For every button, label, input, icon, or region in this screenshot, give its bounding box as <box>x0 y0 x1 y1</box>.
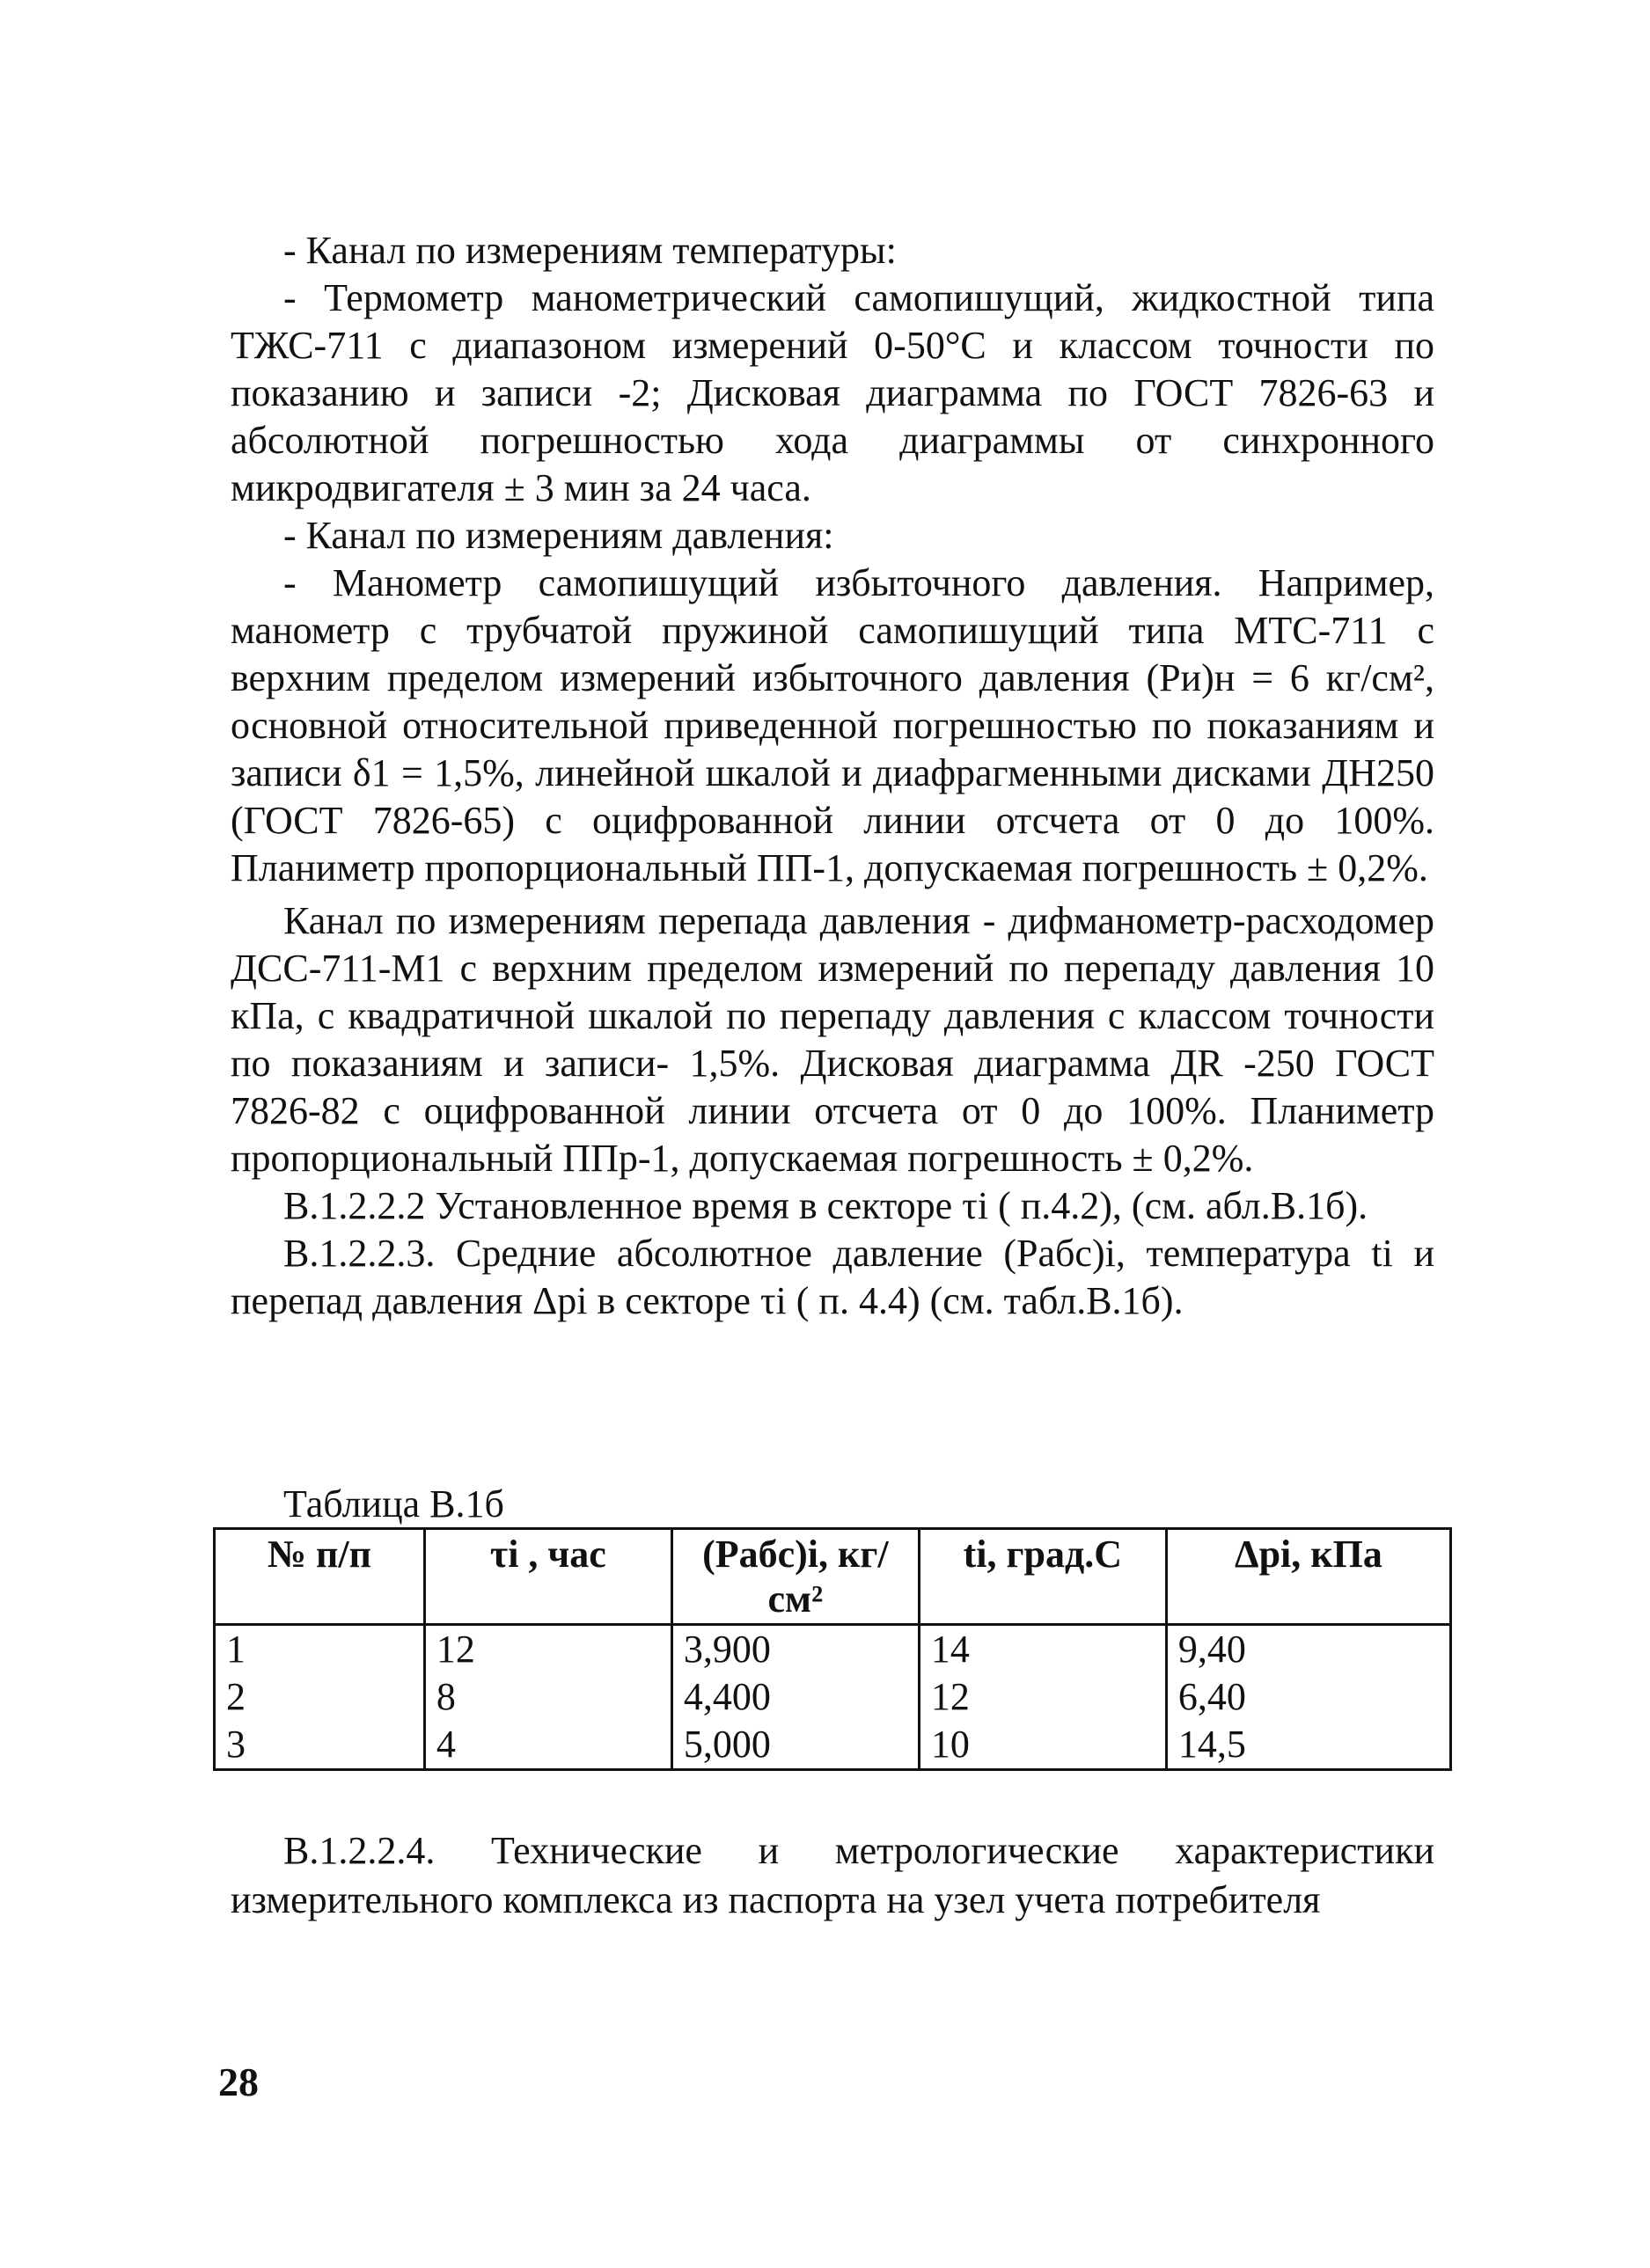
header-time: τi , час <box>424 1529 671 1625</box>
table-cell: 10 <box>919 1721 1166 1770</box>
table-cell: 9,40 <box>1166 1625 1450 1674</box>
paragraph-manometer: - Манометр самопишущий избыточного давления. Например, манометр с трубчатой пружиной самопишущий типа МТС-711 с верхним пределом измерений избыточного давления (Pи)н = 6 кг/см², основной относительной приведенной погрешностью по показаниям и записи δ1 = 1,5%, линейной шкалой и диафрагменными дисками ДН250 (ГОСТ 7826-65) с оцифрованной линии отсчета от 0 до 100%. Планиметр пропорциональный ПП-1, допускаемая погрешность ± 0,2%. <box>231 561 1434 889</box>
table-cell: 4,400 <box>671 1673 919 1721</box>
body-text <box>231 227 1434 1325</box>
table-cell: 1 <box>215 1625 425 1674</box>
table-cell: 5,000 <box>671 1721 919 1770</box>
table-header-row <box>215 1529 1451 1625</box>
table-cell: 3,900 <box>671 1625 919 1674</box>
table-cell: 12 <box>424 1625 671 1674</box>
table-cell: 2 <box>215 1673 425 1721</box>
table-cell: 3 <box>215 1721 425 1770</box>
table-cell: 14,5 <box>1166 1721 1450 1770</box>
paragraph-section-b1223: В.1.2.2.3. Средние абсолютное давление (Pабс)i, температура ti и перепад давления Δpi в секторе τi ( п. 4.4) (см. табл.В.1б). <box>231 1232 1434 1322</box>
page-number: 28 <box>218 2059 259 2104</box>
paragraph-section-b1222: В.1.2.2.2 Установленное время в секторе τi ( п.4.2), (см. абл.В.1б). <box>283 1184 1368 1227</box>
table-row <box>215 1625 1451 1674</box>
header-pressure: (Pабс)i, кг/см² <box>671 1529 919 1625</box>
table-cell: 14 <box>919 1625 1166 1674</box>
table-row <box>215 1721 1451 1770</box>
header-pressure-drop: Δpi, кПа <box>1166 1529 1450 1625</box>
table-cell: 8 <box>424 1673 671 1721</box>
table-cell: 4 <box>424 1721 671 1770</box>
data-table <box>213 1527 1452 1771</box>
paragraph-pressure-channel: - Канал по измерениям давления: <box>283 514 834 557</box>
table-row <box>215 1673 1451 1721</box>
table-cell: 12 <box>919 1673 1166 1721</box>
paragraph-section-b1224: В.1.2.2.4. Технические и метрологические характеристики измерительного комплекса из паспорта на узел учета потребителя <box>231 1829 1434 1921</box>
paragraph-thermometer: - Термометр манометрический самопишущий, жидкостной типа ТЖС-711 с диапазоном измерений 0-50°С и классом точности по показанию и записи -2; Дисковая диаграмма по ГОСТ 7826-63 и абсолютной погрешностью хода диаграммы от синхронного микродвигателя ± 3 мин за 24 часа. <box>231 276 1434 509</box>
table-cell: 6,40 <box>1166 1673 1450 1721</box>
header-temperature: ti, град.С <box>919 1529 1166 1625</box>
paragraph-temperature-channel: - Канал по измерениям температуры: <box>283 229 897 272</box>
table-caption: Таблица В.1б <box>283 1482 504 1525</box>
header-number: № п/п <box>215 1529 425 1625</box>
paragraph-differential-pressure: Канал по измерениям перепада давления - дифманометр-расходомер ДСС-711-М1 с верхним пределом измерений по перепаду давления 10 кПа, с квадратичной шкалой по перепаду давления с классом точности по показаниям и записи- 1,5%. Дисковая диаграмма ДR -250 ГОСТ 7826-82 с оцифрованной линии отсчета от 0 до 100%. Планиметр пропорциональный ППр-1, допускаемая погрешность ± 0,2%. <box>231 899 1434 1180</box>
